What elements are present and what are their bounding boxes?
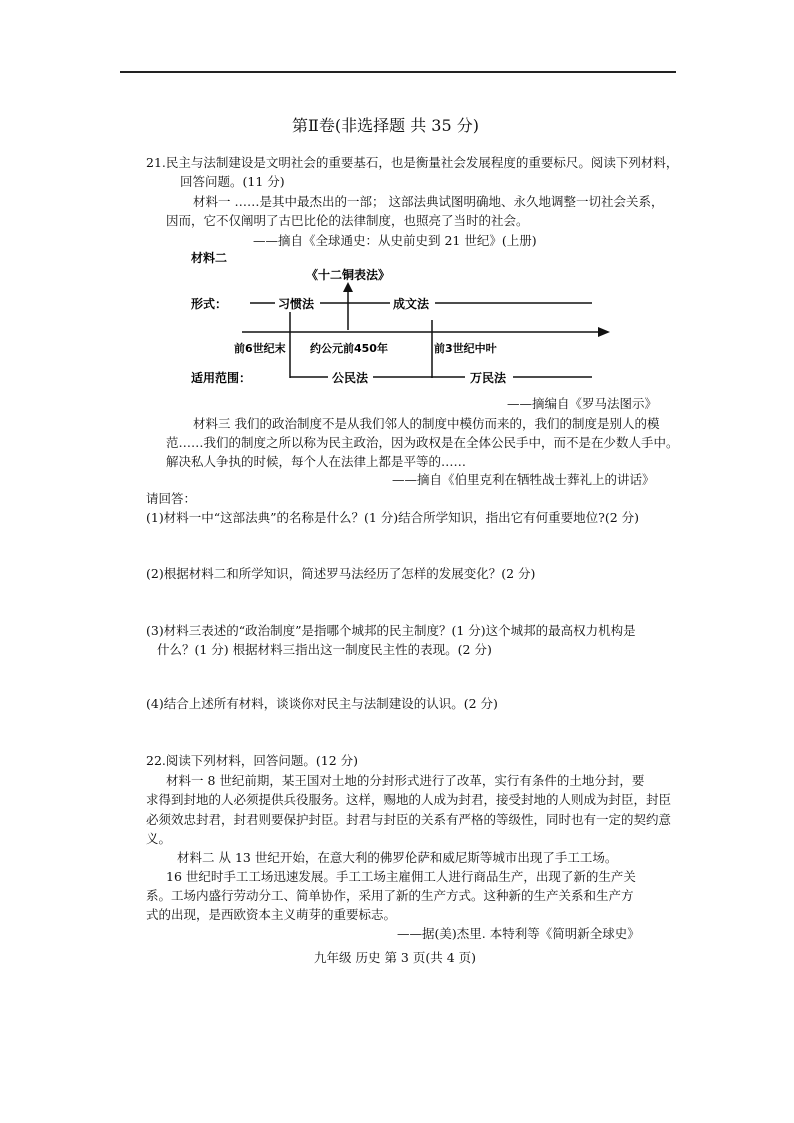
q22-material2-source: ——据(美)杰里. 本特利等《简明新全球史》 <box>397 926 640 941</box>
timeline-arrowhead <box>598 327 610 337</box>
top-rule <box>120 71 676 73</box>
material2-label: 材料二 <box>191 251 228 265</box>
q21-stem-line2: 回答问题。(11 分) <box>180 174 285 189</box>
q21-material1-source: ——摘自《全球通史：从史前史到 21 世纪》(上册) <box>253 233 537 248</box>
q22-material1-line1: 材料一 8 世纪前期，某王国对土地的分封形式进行了改革，实行有条件的土地分封，要 <box>166 773 645 788</box>
q21-material1-line2: 因而，它不仅阐明了古巴比伦的法律制度，也照亮了当时的社会。 <box>166 213 529 228</box>
section-title: 第Ⅱ卷(非选择题 共 35 分) <box>292 116 479 135</box>
q21-material2-source: ——摘编自《罗马法图示》 <box>507 396 658 411</box>
q21-material3-source: ——摘自《伯里克利在牺牲战士葬礼上的讲话》 <box>392 472 655 487</box>
q22-material2-line4: 式的出现，是西欧资本主义萌芽的重要标志。 <box>146 907 397 922</box>
q21-question3-line1: (3)材料三表述的“政治制度”是指哪个城邦的民主制度？(1 分)这个城邦的最高权力机构是 <box>146 623 636 638</box>
roman-law-diagram <box>180 248 620 393</box>
scope-label: 适用范围： <box>191 371 252 385</box>
form-label: 形式： <box>191 297 228 311</box>
q21-question1: (1)材料一中“这部法典”的名称是什么？(1 分)结合所学知识，指出它有何重要地位?(2 分) <box>146 510 640 525</box>
q21-ask: 请回答： <box>146 491 197 506</box>
q22-stem: 22.阅读下列材料，回答问题。(12 分) <box>146 753 359 768</box>
q21-question3-line2: 什么？(1 分) 根据材料三指出这一制度民主性的表现。(2 分) <box>157 642 492 657</box>
civil-law-label: 公民法 <box>332 371 369 385</box>
q21-question4: (4)结合上述所有材料，谈谈你对民主与法制建设的认识。(2 分) <box>146 696 498 711</box>
time-450bc: 约公元前450年 <box>310 342 388 355</box>
written-law-label: 成文法 <box>393 297 430 311</box>
q22-material2-line3: 系。工场内盛行劳动分工、简单协作，采用了新的生产方式。这种新的生产关系和生产方 <box>146 888 634 903</box>
jus-gentium-label: 万民法 <box>470 371 507 385</box>
q22-material1-line3: 必须效忠封君，封君则要保护封臣。封君与封臣的关系有严格的等级性，同时也有一定的契约意 <box>146 812 672 827</box>
q21-material3-line3: 解决私人争执的时候，每个人在法律上都是平等的…… <box>166 454 467 469</box>
q22-material2-line2: 16 世纪时手工工场迅速发展。手工工场主雇佣工人进行商品生产，出现了新的生产关 <box>166 869 636 884</box>
q22-material1-line2: 求得到封地的人必须提供兵役服务。这样，赐地的人成为封君，接受封地的人则成为封臣，封臣 <box>146 792 672 807</box>
q21-stem-line1: 21.民主与法制建设是文明社会的重要基石，也是衡量社会发展程度的重要标尺。阅读下列材料， <box>146 155 679 170</box>
page-footer: 九年级 历史 第 3 页(共 4 页) <box>314 950 476 965</box>
time-3rd-century: 前3世纪中叶 <box>434 342 497 355</box>
q21-material3-line2: 范……我们的制度之所以称为民主政治，因为政权是在全体公民手中，而不是在少数人手中。 <box>166 435 679 450</box>
q22-material1-line4: 义。 <box>146 831 172 846</box>
twelve-tables-label: 《十二铜表法》 <box>306 268 391 282</box>
customary-law-label: 习惯法 <box>278 297 315 311</box>
q21-material3-line1: 材料三 我们的政治制度不是从我们邻人的制度中模仿而来的，我们的制度是别人的模 <box>193 416 660 431</box>
twelve-tables-arrowhead <box>343 282 353 292</box>
q21-material1-line1: 材料一 ……是其中最杰出的一部； 这部法典试图明确地、永久地调整一切社会关系， <box>193 194 664 209</box>
q22-material2-line1: 材料二 从 13 世纪开始，在意大利的佛罗伦萨和威尼斯等城市出现了手工工场。 <box>177 850 618 865</box>
time-6th-century: 前6世纪末 <box>234 342 286 355</box>
q21-question2: (2)根据材料二和所学知识，简述罗马法经历了怎样的发展变化？(2 分) <box>146 566 536 581</box>
